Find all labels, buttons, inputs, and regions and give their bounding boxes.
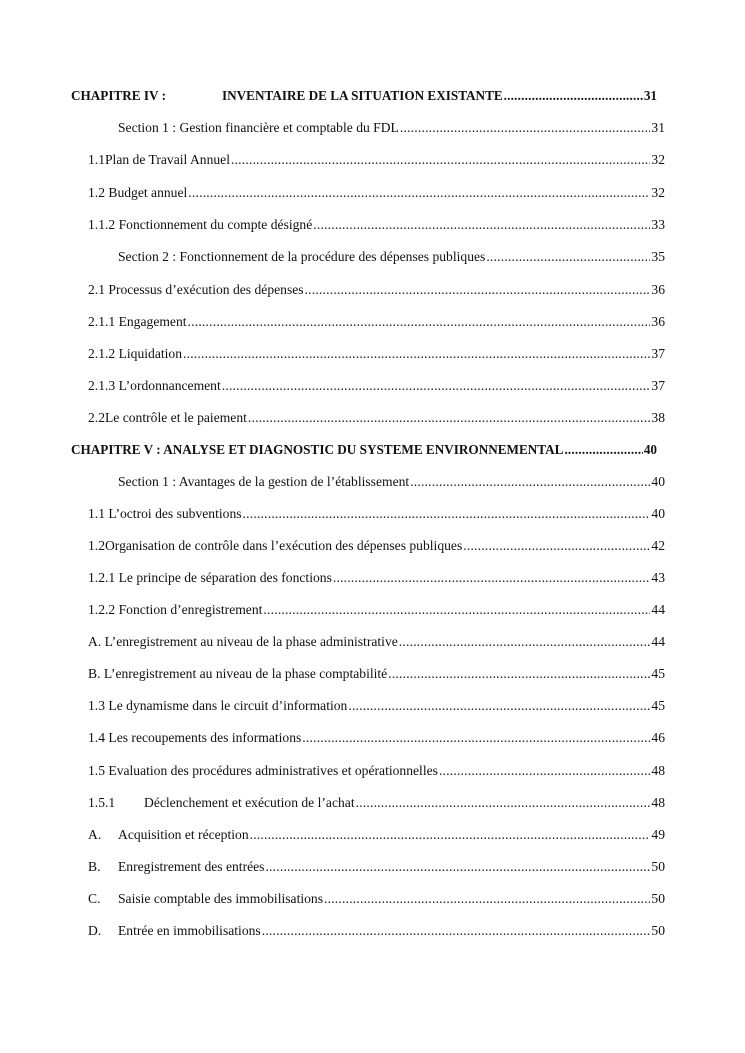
toc-chapter-4[interactable]	[71, 88, 657, 104]
dot-leader	[262, 923, 651, 939]
page-number: 40	[651, 506, 665, 521]
dot-leader	[313, 217, 650, 233]
dot-leader	[265, 859, 650, 875]
toc-entry-2-1[interactable]	[88, 282, 665, 298]
page-number: 37	[651, 346, 665, 361]
entry-title: 2.1.2 Liquidation	[88, 346, 183, 361]
toc-entry-ch5-1-5[interactable]	[88, 763, 665, 779]
dot-leader	[439, 763, 650, 779]
page-number: 40	[643, 442, 657, 457]
toc-entry-2-1-1[interactable]	[88, 314, 665, 330]
toc-entry-ch5-1-2-2[interactable]	[88, 602, 665, 618]
entry-title: 2.1.1 Engagement	[88, 314, 187, 329]
toc-entry-ch5-item-c[interactable]	[88, 891, 665, 907]
toc-entry-section-1[interactable]	[118, 120, 665, 136]
page-number: 43	[651, 570, 665, 585]
dot-leader	[324, 891, 650, 907]
dot-leader	[564, 442, 642, 458]
page-number: 37	[651, 378, 665, 393]
dot-leader	[302, 730, 650, 746]
page-number: 36	[651, 314, 665, 329]
page-number: 45	[651, 698, 665, 713]
dot-leader	[400, 120, 651, 136]
dot-leader	[248, 410, 651, 426]
page-number: 32	[651, 185, 665, 200]
toc-entry-ch5-1-2[interactable]	[88, 538, 665, 554]
dot-leader	[388, 666, 650, 682]
entry-title: 1.4 Les recoupements des informations	[88, 730, 302, 745]
entry-title: A. L’enregistrement au niveau de la phase administrative	[88, 634, 398, 649]
entry-number: C.	[88, 891, 101, 906]
page-number: 48	[651, 763, 665, 778]
toc-entry-section-2[interactable]	[118, 249, 665, 265]
toc-entry-ch5-item-b[interactable]	[88, 859, 665, 875]
entry-number: A.	[88, 827, 102, 842]
dot-leader	[463, 538, 650, 554]
page-number: 38	[651, 410, 665, 425]
entry-title: Déclenchement et exécution de l’achat	[144, 795, 355, 810]
page-number: 45	[651, 666, 665, 681]
dot-leader	[250, 827, 651, 843]
entry-title: 1.1.2 Fonctionnement du compte désigné	[88, 217, 313, 232]
page-number: 48	[651, 795, 665, 810]
toc-entry-2-1-2[interactable]	[88, 346, 665, 362]
page-number: 50	[651, 923, 665, 938]
dot-leader	[263, 602, 650, 618]
dot-leader	[305, 282, 651, 298]
page-number: 46	[651, 730, 665, 745]
page-number: 33	[651, 217, 665, 232]
page-number: 44	[651, 602, 665, 617]
toc-entry-ch5-1-2-1[interactable]	[88, 570, 665, 586]
toc-entry-ch5-1-3[interactable]	[88, 698, 665, 714]
toc-entry-ch5-1-4[interactable]	[88, 730, 665, 746]
entry-title: 1.3 Le dynamisme dans le circuit d’information	[88, 698, 348, 713]
entry-title: 1.5 Evaluation des procédures administratives et opérationnelles	[88, 763, 438, 778]
entry-title: 1.2Organisation de contrôle dans l’exécution des dépenses publiques	[88, 538, 463, 553]
entry-title: 1.2 Budget annuel	[88, 185, 188, 200]
toc-entry-1-1[interactable]	[88, 152, 665, 168]
entry-title: 2.2Le contrôle et le paiement	[88, 410, 247, 425]
dot-leader	[504, 88, 643, 104]
dot-leader	[188, 185, 650, 201]
dot-leader	[183, 346, 650, 362]
entry-title: Enregistrement des entrées	[118, 859, 265, 874]
entry-title: Acquisition et réception	[118, 827, 249, 842]
page-number: 31	[651, 120, 665, 135]
toc-entry-1-1-2[interactable]	[88, 217, 665, 233]
entry-title: 2.1.3 L’ordonnancement	[88, 378, 221, 393]
dot-leader	[399, 634, 651, 650]
toc-entry-ch5-1-1[interactable]	[88, 506, 665, 522]
entry-title: Section 1 : Gestion financière et comptable du FDL	[118, 120, 399, 135]
entry-title: 1.2.2 Fonction d’enregistrement	[88, 602, 263, 617]
page-number: 50	[651, 859, 665, 874]
entry-title: 1.1 L’octroi des subventions	[88, 506, 242, 521]
page-number: 32	[651, 152, 665, 167]
entry-title: Section 2 : Fonctionnement de la procédure des dépenses publiques	[118, 249, 486, 264]
dot-leader	[410, 474, 650, 490]
toc-entry-ch5-item-a[interactable]	[88, 827, 665, 843]
toc-chapter-5[interactable]	[71, 442, 657, 458]
dot-leader	[231, 152, 650, 168]
chapter-label: CHAPITRE IV :	[71, 88, 167, 103]
dot-leader	[486, 249, 650, 265]
entry-title: Entrée en immobilisations	[118, 923, 261, 938]
page-number: 42	[651, 538, 665, 553]
chapter-title: INVENTAIRE DE LA SITUATION EXISTANTE	[222, 88, 503, 103]
page-number: 49	[651, 827, 665, 842]
toc-entry-2-2[interactable]	[88, 410, 665, 426]
entry-title: Section 1 : Avantages de la gestion de l’établissement	[118, 474, 410, 489]
entry-title: 2.1 Processus d’exécution des dépenses	[88, 282, 304, 297]
dot-leader	[222, 378, 651, 394]
entry-title: 1.2.1 Le principe de séparation des fonctions	[88, 570, 332, 585]
entry-number: D.	[88, 923, 102, 938]
entry-title: Saisie comptable des immobilisations	[118, 891, 324, 906]
toc-entry-1-2[interactable]	[88, 185, 665, 201]
dot-leader	[243, 506, 651, 522]
dot-leader	[356, 795, 651, 811]
entry-number: 1.5.1	[88, 795, 116, 810]
entry-title: B. L’enregistrement au niveau de la phase comptabilité	[88, 666, 388, 681]
page-number: 31	[643, 88, 657, 103]
page-number: 36	[651, 282, 665, 297]
toc-entry-ch5-1-5-1[interactable]	[88, 795, 665, 811]
dot-leader	[333, 570, 651, 586]
toc-entry-section-1-ch5[interactable]	[118, 474, 665, 490]
entry-number: B.	[88, 859, 101, 874]
page-number: 40	[651, 474, 665, 489]
page-number: 35	[651, 249, 665, 264]
dot-leader	[348, 698, 650, 714]
page-number: 44	[651, 634, 665, 649]
toc-entry-ch5-b[interactable]	[88, 666, 665, 682]
page-number: 50	[651, 891, 665, 906]
dot-leader	[188, 314, 651, 330]
toc-entry-ch5-a[interactable]	[88, 634, 665, 650]
entry-title: 1.1Plan de Travail Annuel	[88, 152, 230, 167]
toc-entry-ch5-item-d[interactable]	[88, 923, 665, 939]
chapter-title: CHAPITRE V : ANALYSE ET DIAGNOSTIC DU SYSTEME ENVIRONNEMENTAL	[71, 442, 564, 457]
toc-entry-2-1-3[interactable]	[88, 378, 665, 394]
